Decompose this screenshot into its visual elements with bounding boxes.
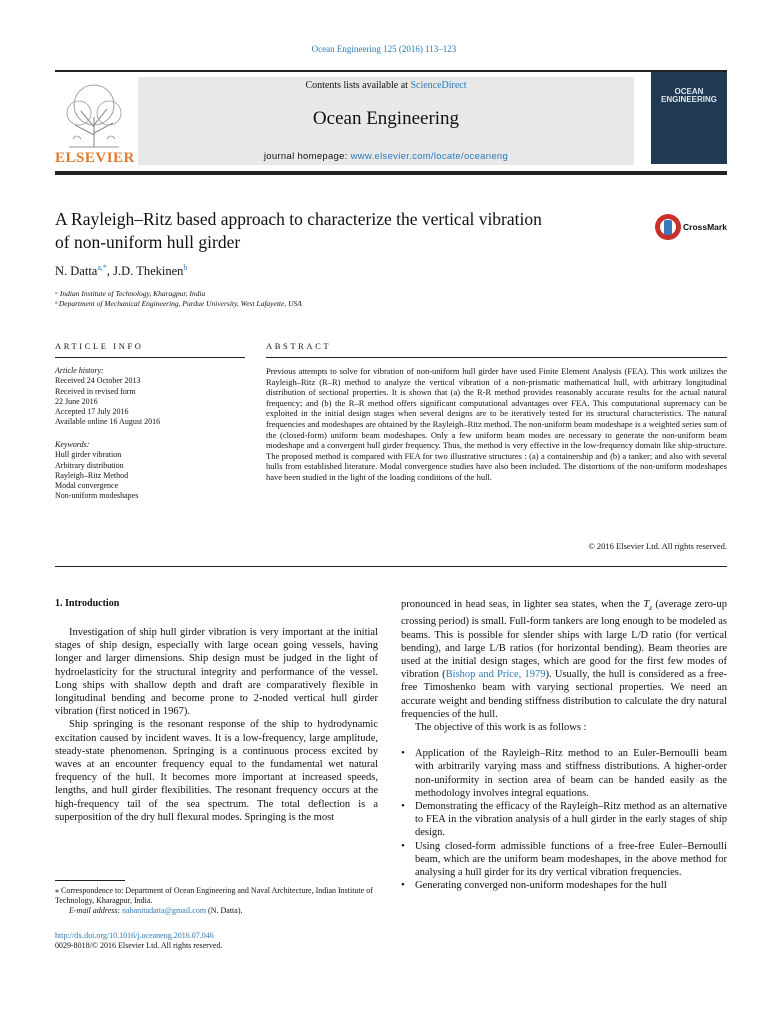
article-info-heading: ARTICLE INFO (55, 341, 144, 351)
keyword-item: Arbitrary distribution (55, 460, 124, 470)
abstract-copyright: © 2016 Elsevier Ltd. All rights reserved. (588, 541, 727, 551)
journal-cover-image (651, 72, 727, 164)
citation-link[interactable]: Bishop and Price, 1979 (445, 669, 546, 681)
list-item: • Using closed-form admissible functions of a free-free Euler–Bernoulli beam, which are the uniform beam modeshapes, in the above method for analysing a hull girder for its dry vertical vibration frequencies. (401, 840, 727, 880)
paragraph-text: pronounced in head seas, in lighter sea states, when the (401, 599, 644, 610)
section-heading-introduction: 1. Introduction (55, 598, 120, 609)
paragraph-text: ). Usually, the hull is considered as a free-free Timoshenko beam with varying sectional properties. We need an accurate weight and bending stiffness distribution to calculate the dry natural frequencies of the hull. (401, 669, 728, 720)
article-info-rule (55, 357, 245, 358)
author-separator: , (106, 264, 114, 279)
history-item: 22 June 2016 (55, 396, 98, 406)
left-column (55, 626, 378, 824)
body-paragraph (401, 598, 727, 721)
email-suffix: (N. Datta). (206, 906, 243, 915)
list-item: • Demonstrating the efficacy of the Rayleigh–Ritz method as an alternative to FEA in the vibration analysis of a hull girder in the early stages of ship design. (401, 800, 727, 840)
article-title (55, 208, 655, 254)
keyword-item: Non-uniform modeshapes (55, 491, 139, 501)
header-bottom-rule (55, 171, 727, 175)
history-item: Received 24 October 2013 (55, 376, 141, 386)
keyword-item: Hull girder vibration (55, 450, 122, 460)
header-top-rule (55, 70, 727, 72)
objectives-list (401, 747, 727, 892)
author-name: N. Datta (55, 264, 98, 279)
keywords-label: Keywords: (55, 440, 90, 449)
article-title-line1: A Rayleigh–Ritz based approach to characterize the vertical vibration (55, 209, 542, 229)
symbol-tz: $T_z$ (643, 599, 652, 613)
doi-link[interactable]: http://dx.doi.org/10.1016/j.oceaneng.2016.07.046 (55, 931, 214, 940)
affiliation-a: ᵃ Indian Institute of Technology, Kharagpur, India (55, 289, 206, 298)
abstract-text: Previous attempts to solve for vibration of non-uniform hull girder have used Finite Element Analysis (FEA). This work utilizes the Rayleigh–Ritz (R–R) method to analyze the vertical vibration of a non-prismatic mathematical hull, with arbitrary longitudinal distribution of sectional properties. It is shown that (a) the R-R method provides reasonably accurate results for the actual natural frequency; and (b) the R–R method offers significant computational advantages over FEA. This computational supremacy can be exploited in the initial design stages when several designs are to be iteratively tested for its structural characteristics. The natural frequencies and modeshapes are obtained by the Rayleigh–Ritz method. The non-uniform beam modeshape is a weighted series sum of the (closed-form) uniform beam modeshapes. Only a few uniform beam modes are necessary to generate the non-uniform beam modeshape and a convergent hull girder frequency. Thus, the method is very effective in the low-frequency domain like ship-structure. The proposed method is compared with FEA for two illustrative structures : (a) a containership and (b) a tanker; and also with several hulls from established literature. Modal convergence studies have also been included. The distortions of the non-uniform modeshapes have been studied in the light of the loading conditions of the hull. (266, 366, 727, 482)
journal-name: Ocean Engineering (312, 108, 460, 129)
history-label: Article history: (55, 366, 104, 375)
correspondence-footnote (55, 886, 385, 916)
email-line (55, 906, 385, 916)
correspondence-text: ⁎ Correspondence to: Department of Ocean Engineering and Naval Architecture, Indian Institute of Technology, Kharagpur, India. (55, 886, 373, 905)
author-name: J.D. Thekinen (113, 264, 184, 279)
article-title-line2: of non-uniform hull girder (55, 232, 241, 252)
article-history (55, 366, 160, 428)
author-list (55, 263, 187, 279)
email-label: E-mail address: (69, 906, 123, 915)
abstract-end-rule (55, 566, 727, 567)
keyword-item: Modal convergence (55, 481, 119, 491)
list-item: • Application of the Rayleigh–Ritz method to an Euler-Bernoulli beam with arbitrarily varying mass and stiffness distributions. A higher-order non-uniformity in section area of beam can be handed easily as the methodology involves integral equations. (401, 747, 727, 800)
elsevier-wordmark: ELSEVIER (55, 150, 135, 166)
journal-homepage-line (138, 151, 634, 162)
issn-copyright: 0029-8018/© 2016 Elsevier Ltd. All rights reserved. (55, 941, 223, 950)
abstract-heading: ABSTRACT (266, 341, 332, 351)
paragraph-text: (average zero-up crossing period) is small. Full-form tankers are long enough to be modeled as beams. This is possible for slender ships with large L/D ratio (for vertical bending), and large L/B ratios (for horizontal bending). Beam theories are used at the initial design stages, which are good for the first few modes of vibration ( (401, 599, 727, 681)
contents-prefix: Contents lists available at (305, 80, 411, 91)
keywords (55, 440, 138, 502)
history-item: Accepted 17 July 2016 (55, 407, 129, 417)
right-column (401, 598, 727, 892)
footnote-rule (55, 880, 125, 881)
history-item: Available online 16 August 2016 (55, 417, 161, 427)
email-link[interactable]: nabanitadatta@gmail.com (122, 906, 207, 915)
author-affiliation-marker[interactable]: b (183, 263, 188, 272)
author-affiliation-marker[interactable]: a,* (97, 263, 107, 272)
abstract-rule (266, 357, 727, 358)
contents-line (138, 80, 634, 91)
sciencedirect-link[interactable]: ScienceDirect (410, 80, 467, 91)
homepage-label: journal homepage: (263, 151, 351, 162)
crossmark-label[interactable]: CrossMark (683, 222, 727, 232)
list-item: • Generating converged non-uniform modeshapes for the hull (401, 879, 727, 892)
body-paragraph: The objective of this work is as follows : (415, 721, 587, 733)
affiliation-b: ᵇ Department of Mechanical Engineering, Purdue University, West Lafayette, USA (55, 299, 302, 308)
body-paragraph: Investigation of ship hull girder vibration is very important at the initial stages of ship design, especially with large ocean going vessels, having longer and larger dimensions. Ship design must be judged in the light of hydroelasticity for the structural integrity and performance of the vessel. Long ships with shallow depth and draft are comparatively flexible in longitudinal bending and become prone to 2-noded vertical hull girder vibration (first noticed in 1967). (55, 627, 378, 718)
homepage-link[interactable]: www.elsevier.com/locate/oceaneng (350, 151, 509, 162)
history-item: Received in revised form (55, 386, 136, 396)
keyword-item: Rayleigh–Ritz Method (55, 470, 129, 480)
journal-reference-link[interactable]: Ocean Engineering 125 (2016) 113–123 (311, 44, 457, 54)
journal-cover-title: OCEAN ENGINEERING (660, 87, 717, 104)
body-paragraph: Ship springing is the resonant response of the ship to hydrodynamic excitation caused by incident waves. It is a low-frequency, large amplitude, steady-state phenomenon. Springing is a continuous process excited by waves at an encounter frequency equal to the fundamental wet natural frequency of the hull. It becomes more important at increased speeds, lengths, and hull girder flexibilities. The resonant frequency occurs at the high-frequency tail of the sea spectrum. The total deflection is a superposition of the dry hull flexural modes. Springing is the most (55, 719, 378, 823)
